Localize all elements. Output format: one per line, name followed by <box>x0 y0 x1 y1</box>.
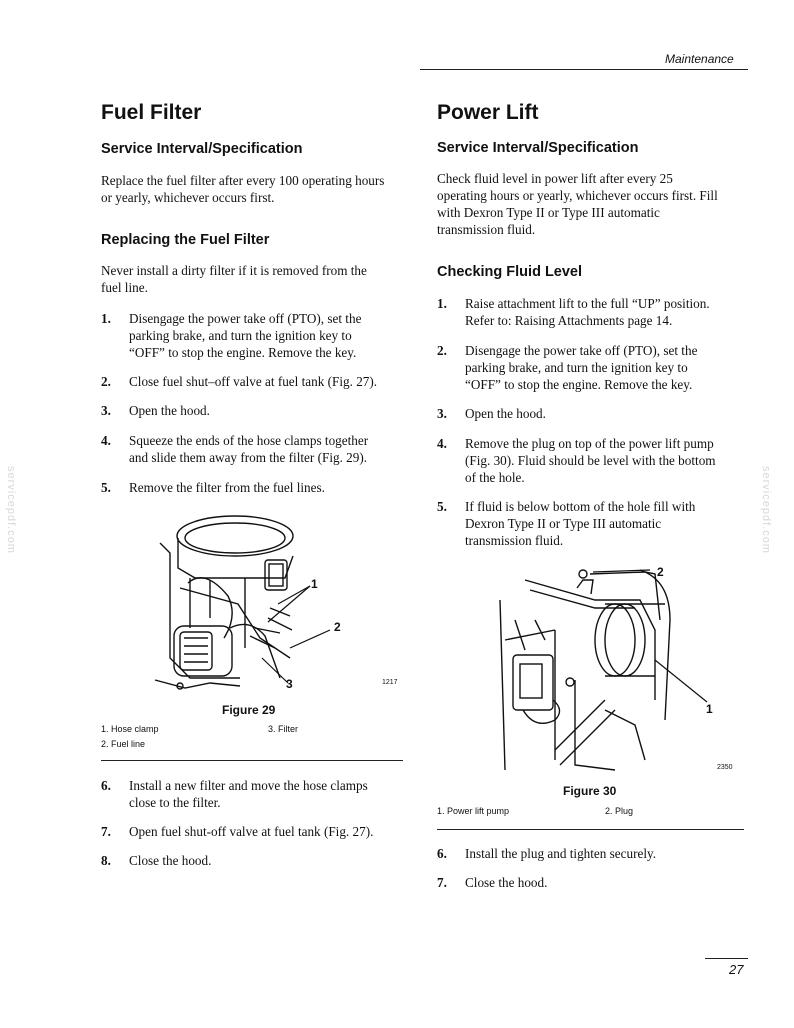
fig29-rule <box>101 760 403 761</box>
header-rule <box>420 69 748 70</box>
figure-29-illustration <box>150 508 400 698</box>
fig30-rule <box>437 829 744 830</box>
figure-29-title: Figure 29 <box>222 703 276 717</box>
watermark-right: servicepdf.com <box>760 466 772 554</box>
fig29-callout-2: 2 <box>334 620 341 634</box>
replace-filter-heading: Replacing the Fuel Filter <box>101 232 270 248</box>
fig30-code: 2350 <box>717 764 733 771</box>
running-header: Maintenance <box>665 52 734 66</box>
left-interval-text: Replace the fuel filter after every 100 operating hours or yearly, whichever occurs first. <box>101 173 385 205</box>
right-interval-heading: Service Interval/Specification <box>437 140 639 156</box>
fig29-code: 1217 <box>382 679 398 686</box>
fig29-legend-2: 2. Fuel line <box>101 739 146 749</box>
fig29-legend-3: 3. Filter <box>268 724 299 734</box>
figure-30-title: Figure 30 <box>563 784 617 798</box>
watermark-left: servicepdf.com <box>5 466 17 554</box>
power-lift-title: Power Lift <box>437 101 539 124</box>
fig30-legend-1: 1. Power lift pump <box>437 806 510 816</box>
right-interval-text: Check fluid level in power lift after every 25 operating hours or yearly, whichever occurs first. Fill with Dexron Type II or Type III automatic transmission fluid. <box>437 171 718 237</box>
figure-30-illustration <box>495 560 735 780</box>
fig29-callout-1: 1 <box>311 577 318 591</box>
page-number: 27 <box>729 962 744 977</box>
fig30-callout-2: 2 <box>657 565 664 579</box>
checking-fluid-heading: Checking Fluid Level <box>437 264 583 280</box>
fig29-callout-3: 3 <box>286 677 293 691</box>
fig29-legend-1: 1. Hose clamp <box>101 724 159 734</box>
fig30-legend-2: 2. Plug <box>605 806 634 816</box>
footer-rule <box>705 958 748 959</box>
left-interval-heading: Service Interval/Specification <box>101 141 303 157</box>
left-intro-text: Never install a dirty filter if it is removed from the fuel line. <box>101 263 367 295</box>
fuel-filter-title: Fuel Filter <box>101 101 202 124</box>
fig30-callout-1: 1 <box>706 702 713 716</box>
